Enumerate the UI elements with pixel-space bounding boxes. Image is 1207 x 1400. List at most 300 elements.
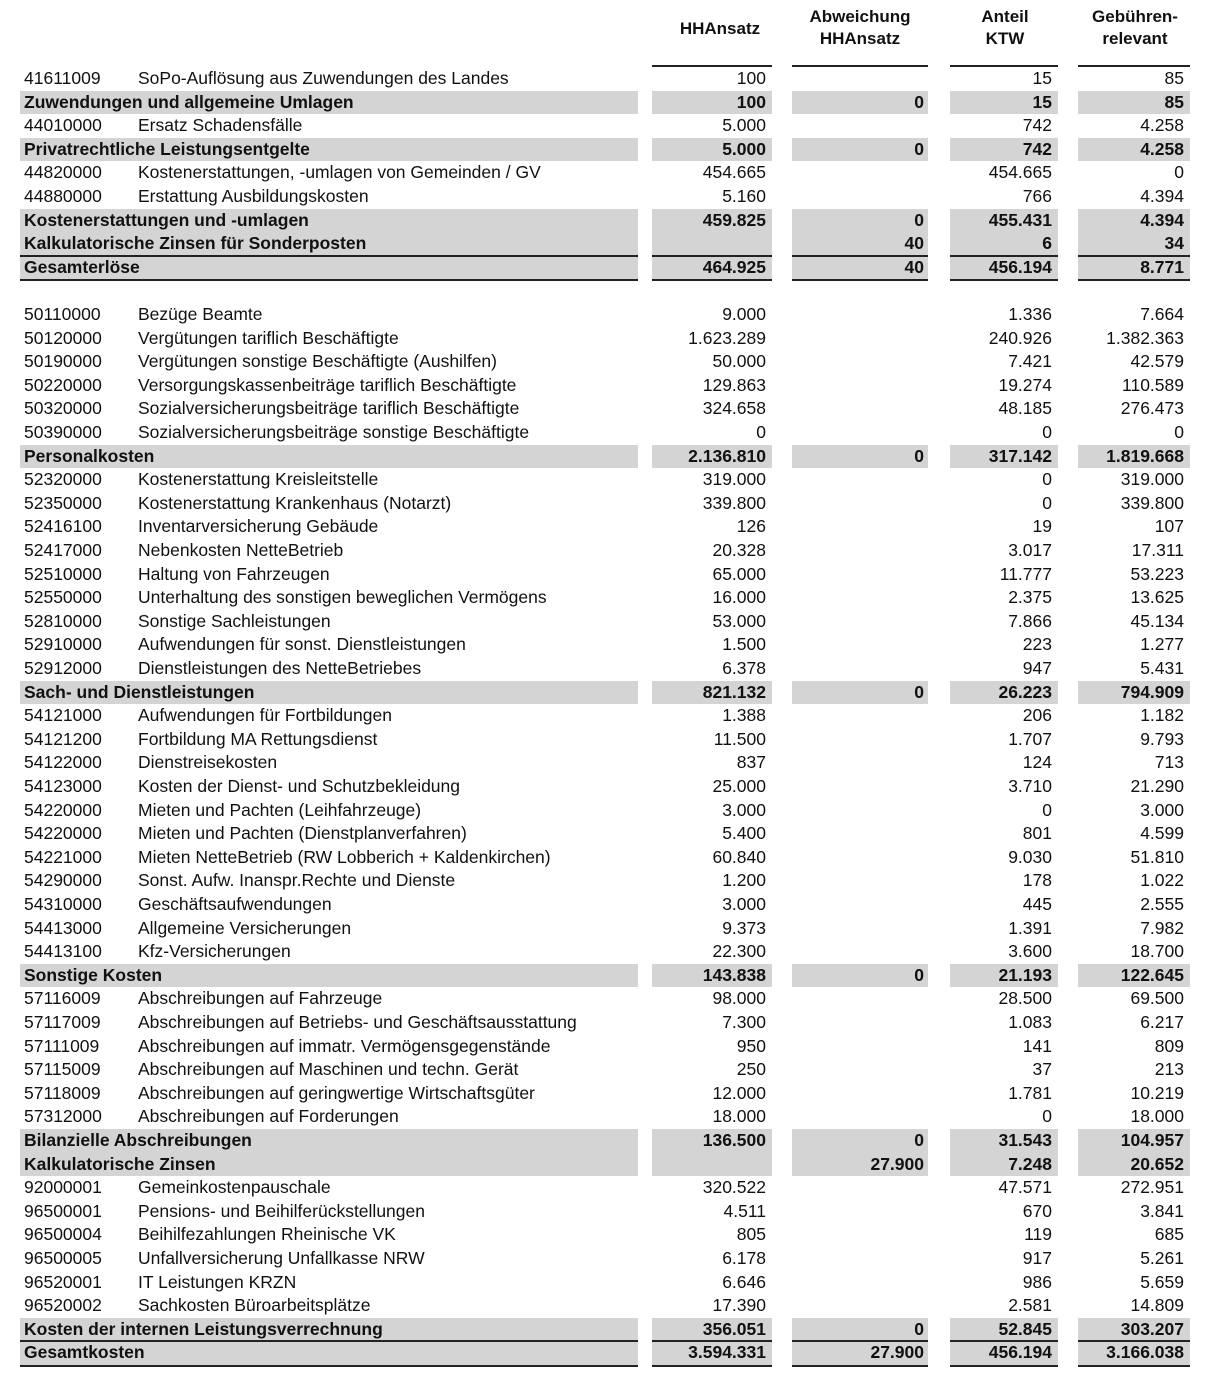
anteil-ktw-value: 2.375 — [1008, 587, 1052, 608]
account-code: 57118009 — [24, 1082, 101, 1103]
anteil-ktw-value: 11.777 — [999, 563, 1052, 584]
subtotal-row — [20, 91, 1190, 115]
anteil-ktw-value: 766 — [1022, 186, 1052, 206]
abweichung-value: 0 — [914, 209, 924, 230]
hhansatz-value: 821.132 — [702, 681, 766, 702]
account-code: 54121200 — [24, 728, 102, 749]
subtotal-row — [20, 1153, 1190, 1177]
account-label: IT Leistungen KRZN — [138, 1271, 297, 1292]
abweichung-value: 27.900 — [870, 1342, 924, 1363]
account-code: 50190000 — [24, 351, 102, 372]
hhansatz-value: 6.178 — [722, 1248, 766, 1268]
account-code: 52320000 — [24, 469, 102, 490]
gebuehren-value: 276.473 — [1120, 398, 1184, 419]
table-row — [20, 67, 1190, 91]
hhansatz-value: 6.646 — [722, 1271, 766, 1292]
hhansatz-value: 4.511 — [723, 1200, 766, 1221]
abweichung-value: 0 — [914, 1318, 924, 1339]
account-code: 54221000 — [24, 846, 102, 867]
hhansatz-value: 1.200 — [722, 870, 766, 891]
anteil-ktw-value: 47.571 — [998, 1177, 1052, 1198]
subtotal-row — [20, 445, 1190, 469]
gebuehren-value: 8.771 — [1140, 256, 1184, 277]
account-label: Vergütungen tariflich Beschäftigte — [138, 327, 399, 348]
total-rule — [792, 279, 928, 281]
account-code: 54413000 — [24, 917, 102, 938]
abweichung-value: 0 — [914, 1130, 924, 1150]
gebuehren-value: 213 — [1154, 1059, 1184, 1080]
table-row — [20, 397, 1190, 421]
anteil-ktw-value: 917 — [1022, 1248, 1052, 1268]
hhansatz-value: 16.000 — [712, 587, 766, 608]
header-abweichung — [790, 6, 930, 50]
gebuehren-value: 110.589 — [1122, 374, 1184, 395]
row-shading — [652, 1153, 772, 1177]
gebuehren-value: 0 — [1174, 162, 1184, 183]
anteil-ktw-value: 124 — [1022, 752, 1052, 773]
gebuehren-value: 4.599 — [1140, 823, 1184, 844]
anteil-ktw-value: 456.194 — [988, 1342, 1052, 1363]
anteil-ktw-value: 3.600 — [1008, 941, 1052, 962]
account-label: Abschreibungen auf Betriebs- und Geschäftsausstattung — [138, 1012, 577, 1032]
account-label: Kostenerstattungen, -umlagen von Gemeinden / GV — [138, 162, 541, 183]
anteil-ktw-value: 986 — [1022, 1271, 1052, 1292]
gebuehren-value: 1.182 — [1140, 705, 1184, 726]
gebuehren-value: 17.311 — [1131, 540, 1184, 560]
table-row — [20, 893, 1190, 917]
hhansatz-value: 136.500 — [702, 1130, 766, 1150]
hhansatz-value: 324.658 — [702, 398, 766, 419]
account-label: Abschreibungen auf Maschinen und techn. Gerät — [138, 1059, 519, 1080]
hhansatz-value: 3.000 — [722, 894, 766, 914]
hhansatz-value: 126 — [736, 516, 766, 537]
total-rule — [652, 279, 772, 281]
abweichung-value: 40 — [904, 256, 924, 277]
gebuehren-value: 4.394 — [1140, 186, 1184, 206]
total-rule — [792, 1365, 928, 1367]
hhansatz-value: 837 — [736, 752, 766, 773]
table-row — [20, 303, 1190, 327]
account-code: 54290000 — [24, 870, 102, 891]
table-row — [20, 161, 1190, 185]
gebuehren-value: 21.290 — [1130, 776, 1184, 796]
anteil-ktw-value: 206 — [1022, 705, 1052, 726]
table-row — [20, 822, 1190, 846]
total-rule — [950, 1365, 1058, 1367]
gebuehren-value: 1.022 — [1140, 870, 1184, 891]
hhansatz-value: 50.000 — [712, 351, 766, 372]
gebuehren-value: 4.258 — [1140, 138, 1184, 159]
anteil-ktw-value: 454.665 — [988, 162, 1052, 183]
anteil-ktw-value: 1.781 — [1008, 1082, 1052, 1103]
anteil-ktw-value: 455.431 — [988, 209, 1052, 230]
group-label: Sonstige Kosten — [24, 964, 163, 985]
gebuehren-value: 4.258 — [1140, 115, 1184, 136]
account-label: Dienstleistungen des NetteBetriebes — [138, 658, 422, 678]
anteil-ktw-value: 7.248 — [1008, 1153, 1052, 1174]
group-label: Sach- und Dienstleistungen — [24, 681, 255, 702]
table-row — [20, 869, 1190, 893]
gebuehren-value: 18.000 — [1130, 1106, 1184, 1127]
header-gebuehren — [1075, 6, 1195, 50]
anteil-ktw-value: 15 — [1032, 68, 1052, 88]
table-row — [20, 799, 1190, 823]
anteil-ktw-value: 141 — [1022, 1035, 1052, 1056]
anteil-ktw-value: 0 — [1042, 422, 1052, 442]
anteil-ktw-value: 6 — [1042, 233, 1052, 254]
hhansatz-value: 1.623.289 — [688, 327, 766, 348]
table-row — [20, 657, 1190, 681]
account-code: 52810000 — [24, 610, 102, 631]
account-code: 57115009 — [24, 1059, 101, 1080]
account-label: Kfz-Versicherungen — [138, 941, 291, 962]
hhansatz-value: 339.800 — [702, 492, 766, 513]
account-label: Unfallversicherung Unfallkasse NRW — [138, 1248, 425, 1268]
table-row — [20, 1035, 1190, 1059]
table-row — [20, 1105, 1190, 1129]
header-abweichung-line1: Abweichung — [809, 7, 911, 26]
gebuehren-value: 3.166.038 — [1106, 1342, 1184, 1363]
table-row — [20, 327, 1190, 351]
total-rule — [950, 279, 1058, 281]
gebuehren-value: 1.819.668 — [1106, 445, 1184, 466]
account-code: 52912000 — [24, 658, 102, 678]
gebuehren-value: 1.382.363 — [1106, 327, 1184, 348]
gebuehren-value: 809 — [1154, 1035, 1184, 1056]
abweichung-value: 27.900 — [870, 1153, 924, 1174]
account-code: 54121000 — [24, 705, 102, 726]
hhansatz-value: 9.373 — [722, 917, 766, 938]
hhansatz-value: 98.000 — [712, 988, 766, 1009]
group-label: Privatrechtliche Leistungsentgelte — [24, 138, 310, 159]
table-row — [20, 421, 1190, 445]
gebuehren-value: 5.659 — [1140, 1271, 1184, 1292]
gebuehren-value: 1.277 — [1140, 634, 1184, 655]
anteil-ktw-value: 37 — [1032, 1059, 1052, 1080]
subtotal-row — [20, 1318, 1190, 1342]
group-label: Kalkulatorische Zinsen — [24, 1153, 216, 1174]
total-rule — [1078, 1365, 1190, 1367]
header-anteil-line1: Anteil — [981, 7, 1029, 26]
account-label: Geschäftsaufwendungen — [138, 894, 332, 914]
gebuehren-value: 45.134 — [1130, 610, 1184, 631]
account-label: Abschreibungen auf Fahrzeuge — [138, 988, 383, 1009]
table-row — [20, 114, 1190, 138]
hhansatz-value: 12.000 — [712, 1082, 766, 1103]
account-label: Mieten und Pachten (Dienstplanverfahren) — [138, 823, 467, 844]
subtotal-row — [20, 138, 1190, 162]
hhansatz-value: 65.000 — [712, 563, 766, 584]
account-code: 54220000 — [24, 823, 102, 844]
account-label: Sozialversicherungsbeiträge sonstige Beschäftigte — [138, 422, 530, 442]
table-row — [20, 1011, 1190, 1035]
anteil-ktw-value: 178 — [1022, 870, 1052, 891]
account-code: 52416100 — [24, 516, 102, 537]
account-code: 57117009 — [24, 1012, 101, 1032]
table-row — [20, 1200, 1190, 1224]
table-row — [20, 468, 1190, 492]
anteil-ktw-value: 31.543 — [998, 1130, 1052, 1150]
anteil-ktw-value: 0 — [1042, 799, 1052, 820]
header-anteil-ktw — [950, 6, 1060, 50]
gebuehren-value: 319.000 — [1120, 469, 1184, 490]
table-row — [20, 1271, 1190, 1295]
account-code: 96500005 — [24, 1248, 102, 1268]
anteil-ktw-value: 19 — [1032, 516, 1052, 537]
anteil-ktw-value: 0 — [1042, 492, 1052, 513]
table-row — [20, 704, 1190, 728]
group-label: Personalkosten — [24, 445, 155, 466]
anteil-ktw-value: 26.223 — [998, 681, 1052, 702]
account-label: Sozialversicherungsbeiträge tariflich Beschäftigte — [138, 398, 520, 419]
table-row — [20, 987, 1190, 1011]
account-label: Beihilfezahlungen Rheinische VK — [138, 1224, 396, 1245]
table-row — [20, 492, 1190, 516]
gebuehren-value: 4.394 — [1140, 209, 1184, 230]
account-code: 52910000 — [24, 634, 102, 655]
table-row — [20, 586, 1190, 610]
total-rule — [1078, 279, 1190, 281]
account-label: Ersatz Schadensfälle — [138, 115, 303, 136]
anteil-ktw-value: 7.866 — [1008, 610, 1052, 631]
gebuehren-value: 339.800 — [1120, 492, 1184, 513]
subtotal-row — [20, 1129, 1190, 1153]
table-row — [20, 633, 1190, 657]
account-label: Pensions- und Beihilferückstellungen — [138, 1200, 425, 1221]
anteil-ktw-value: 240.926 — [988, 327, 1052, 348]
gebuehren-value: 85 — [1164, 91, 1184, 112]
abweichung-value: 0 — [914, 964, 924, 985]
anteil-ktw-value: 48.185 — [998, 398, 1052, 419]
anteil-ktw-value: 19.274 — [998, 374, 1052, 395]
header-hhansatz-text: HHAnsatz — [679, 19, 761, 38]
anteil-ktw-value: 3.710 — [1008, 776, 1052, 796]
header-anteil-line2: KTW — [985, 29, 1025, 48]
gebuehren-value: 10.219 — [1130, 1082, 1184, 1103]
hhansatz-value: 9.000 — [722, 304, 766, 324]
anteil-ktw-value: 3.017 — [1008, 540, 1052, 560]
gebuehren-value: 685 — [1154, 1224, 1184, 1245]
anteil-ktw-value: 9.030 — [1008, 846, 1052, 867]
gebuehren-value: 303.207 — [1120, 1318, 1184, 1339]
table-row — [20, 1082, 1190, 1106]
anteil-ktw-value: 1.707 — [1008, 728, 1052, 749]
account-code: 50220000 — [24, 374, 102, 395]
account-label: Sonstige Sachleistungen — [138, 610, 331, 631]
account-code: 57111009 — [24, 1035, 100, 1056]
account-code: 52550000 — [24, 587, 102, 608]
account-code: 54310000 — [24, 894, 102, 914]
total-rule — [652, 1365, 772, 1367]
account-code: 96520002 — [24, 1295, 102, 1316]
account-code: 54220000 — [24, 799, 102, 820]
gebuehren-value: 3.000 — [1140, 799, 1184, 820]
hhansatz-value: 22.300 — [712, 941, 766, 962]
gebuehren-value: 3.841 — [1140, 1200, 1184, 1221]
account-code: 57116009 — [24, 988, 101, 1009]
account-label: Abschreibungen auf Forderungen — [138, 1106, 399, 1127]
account-code: 54123000 — [24, 776, 102, 796]
hhansatz-value: 320.522 — [702, 1177, 766, 1198]
account-code: 50320000 — [24, 398, 102, 419]
table-row — [20, 539, 1190, 563]
hhansatz-value: 11.500 — [713, 728, 766, 749]
table-row — [20, 515, 1190, 539]
gebuehren-value: 104.957 — [1120, 1130, 1184, 1150]
subtotal-row — [20, 681, 1190, 705]
anteil-ktw-value: 223 — [1022, 634, 1052, 655]
gebuehren-value: 13.625 — [1130, 587, 1184, 608]
account-label: Kostenerstattung Krankenhaus (Notarzt) — [138, 492, 452, 513]
hhansatz-value: 25.000 — [712, 776, 766, 796]
total-rule — [20, 1365, 638, 1367]
abweichung-value: 0 — [914, 445, 924, 466]
table-row — [20, 940, 1190, 964]
gebuehren-value: 9.793 — [1140, 728, 1184, 749]
account-code: 50110000 — [24, 304, 101, 324]
total-row — [20, 1341, 1190, 1365]
gebuehren-value: 713 — [1154, 752, 1184, 773]
gebuehren-value: 69.500 — [1130, 988, 1184, 1009]
anteil-ktw-value: 1.083 — [1008, 1012, 1052, 1032]
total-rule — [20, 279, 638, 281]
anteil-ktw-value: 456.194 — [988, 256, 1052, 277]
table-row — [20, 1176, 1190, 1200]
subtotal-row — [20, 209, 1190, 233]
table-row — [20, 917, 1190, 941]
hhansatz-value: 20.328 — [712, 540, 766, 560]
hhansatz-value: 356.051 — [702, 1318, 766, 1339]
header-abweichung-line2: HHAnsatz — [819, 29, 901, 48]
table-row — [20, 563, 1190, 587]
table-row — [20, 846, 1190, 870]
anteil-ktw-value: 1.391 — [1008, 917, 1052, 938]
account-label: Sachkosten Büroarbeitsplätze — [138, 1295, 371, 1316]
account-label: Inventarversicherung Gebäude — [138, 516, 379, 537]
hhansatz-value: 459.825 — [702, 209, 766, 230]
hhansatz-value: 5.000 — [722, 138, 766, 159]
account-code: 96500004 — [24, 1224, 102, 1245]
gebuehren-value: 5.261 — [1140, 1248, 1184, 1268]
gebuehren-value: 794.909 — [1120, 681, 1184, 702]
hhansatz-value: 7.300 — [722, 1012, 766, 1032]
account-code: 54413100 — [24, 941, 102, 962]
hhansatz-value: 464.925 — [702, 256, 766, 277]
account-code: 44820000 — [24, 162, 102, 183]
gebuehren-value: 85 — [1164, 68, 1184, 88]
abweichung-value: 0 — [914, 91, 924, 112]
account-code: 44880000 — [24, 186, 102, 206]
hhansatz-value: 805 — [736, 1224, 766, 1245]
account-label: Kosten der Dienst- und Schutzbekleidung — [138, 776, 461, 796]
anteil-ktw-value: 1.336 — [1008, 304, 1052, 324]
gebuehren-value: 42.579 — [1130, 351, 1184, 372]
table-row — [20, 1223, 1190, 1247]
hhansatz-value: 143.838 — [702, 964, 766, 985]
table-row — [20, 374, 1190, 398]
hhansatz-value: 950 — [736, 1035, 766, 1056]
table-row — [20, 751, 1190, 775]
gebuehren-value: 20.652 — [1130, 1153, 1184, 1174]
account-code: 41611009 — [24, 68, 101, 88]
account-label: Gemeinkostenpauschale — [138, 1177, 331, 1198]
group-label: Kalkulatorische Zinsen für Sonderposten — [24, 233, 367, 254]
hhansatz-value: 3.594.331 — [688, 1342, 766, 1363]
group-label: Gesamterlöse — [24, 256, 140, 277]
hhansatz-value: 6.378 — [722, 658, 766, 678]
subtotal-row — [20, 232, 1190, 256]
account-label: Nebenkosten NetteBetrieb — [138, 540, 344, 560]
account-code: 54122000 — [24, 752, 102, 773]
account-code: 96500001 — [24, 1200, 102, 1221]
table-row — [20, 728, 1190, 752]
table-row — [20, 1294, 1190, 1318]
subtotal-row — [20, 964, 1190, 988]
anteil-ktw-value: 15 — [1032, 91, 1052, 112]
anteil-ktw-value: 742 — [1022, 115, 1052, 136]
gebuehren-value: 272.951 — [1120, 1177, 1184, 1198]
account-label: Vergütungen sonstige Beschäftigte (Aushilfen) — [138, 351, 497, 372]
account-label: Aufwendungen für Fortbildungen — [138, 705, 392, 726]
abweichung-value: 0 — [914, 681, 924, 702]
account-label: Kostenerstattung Kreisleitstelle — [138, 469, 379, 490]
anteil-ktw-value: 445 — [1022, 894, 1052, 914]
hhansatz-value: 100 — [736, 91, 766, 112]
account-code: 57312000 — [24, 1106, 102, 1127]
account-code: 50390000 — [24, 422, 102, 442]
gebuehren-value: 34 — [1164, 233, 1184, 254]
hhansatz-value: 18.000 — [712, 1106, 766, 1127]
account-label: Versorgungskassenbeiträge tariflich Beschäftigte — [138, 374, 517, 395]
hhansatz-value: 1.500 — [722, 634, 766, 655]
group-label: Gesamtkosten — [24, 1342, 145, 1363]
anteil-ktw-value: 670 — [1022, 1200, 1052, 1221]
account-label: Dienstreisekosten — [138, 752, 278, 773]
anteil-ktw-value: 947 — [1022, 658, 1052, 678]
header-gebuehren-line2: relevant — [1102, 29, 1168, 48]
gebuehren-value: 2.555 — [1140, 894, 1184, 914]
hhansatz-value: 1.388 — [722, 705, 766, 726]
gebuehren-value: 0 — [1174, 422, 1184, 442]
account-code: 52510000 — [24, 563, 102, 584]
group-label: Zuwendungen und allgemeine Umlagen — [24, 91, 354, 112]
account-label: Abschreibungen auf immatr. Vermögensgegenstände — [138, 1035, 551, 1056]
table-row — [20, 185, 1190, 209]
hhansatz-value: 319.000 — [702, 469, 766, 490]
account-label: Abschreibungen auf geringwertige Wirtschaftsgüter — [138, 1082, 535, 1103]
hhansatz-value: 454.665 — [702, 162, 766, 183]
account-code: 96520001 — [24, 1271, 102, 1292]
group-label: Bilanzielle Abschreibungen — [24, 1130, 252, 1150]
account-label: Bezüge Beamte — [138, 304, 263, 324]
hhansatz-value: 60.840 — [712, 846, 766, 867]
anteil-ktw-value: 0 — [1042, 469, 1052, 490]
table-row — [20, 350, 1190, 374]
gebuehren-value: 14.809 — [1130, 1295, 1184, 1316]
anteil-ktw-value: 317.142 — [988, 445, 1052, 466]
table-row — [20, 610, 1190, 634]
gebuehren-value: 107 — [1154, 516, 1184, 537]
account-code: 92000001 — [24, 1177, 102, 1198]
hhansatz-value: 100 — [736, 68, 766, 88]
gebuehren-value: 7.982 — [1140, 917, 1184, 938]
anteil-ktw-value: 0 — [1042, 1106, 1052, 1127]
gebuehren-value: 122.645 — [1120, 964, 1184, 985]
row-shading — [652, 232, 772, 256]
account-label: Allgemeine Versicherungen — [138, 917, 352, 938]
hhansatz-value: 17.390 — [712, 1295, 766, 1316]
table-row — [20, 1058, 1190, 1082]
